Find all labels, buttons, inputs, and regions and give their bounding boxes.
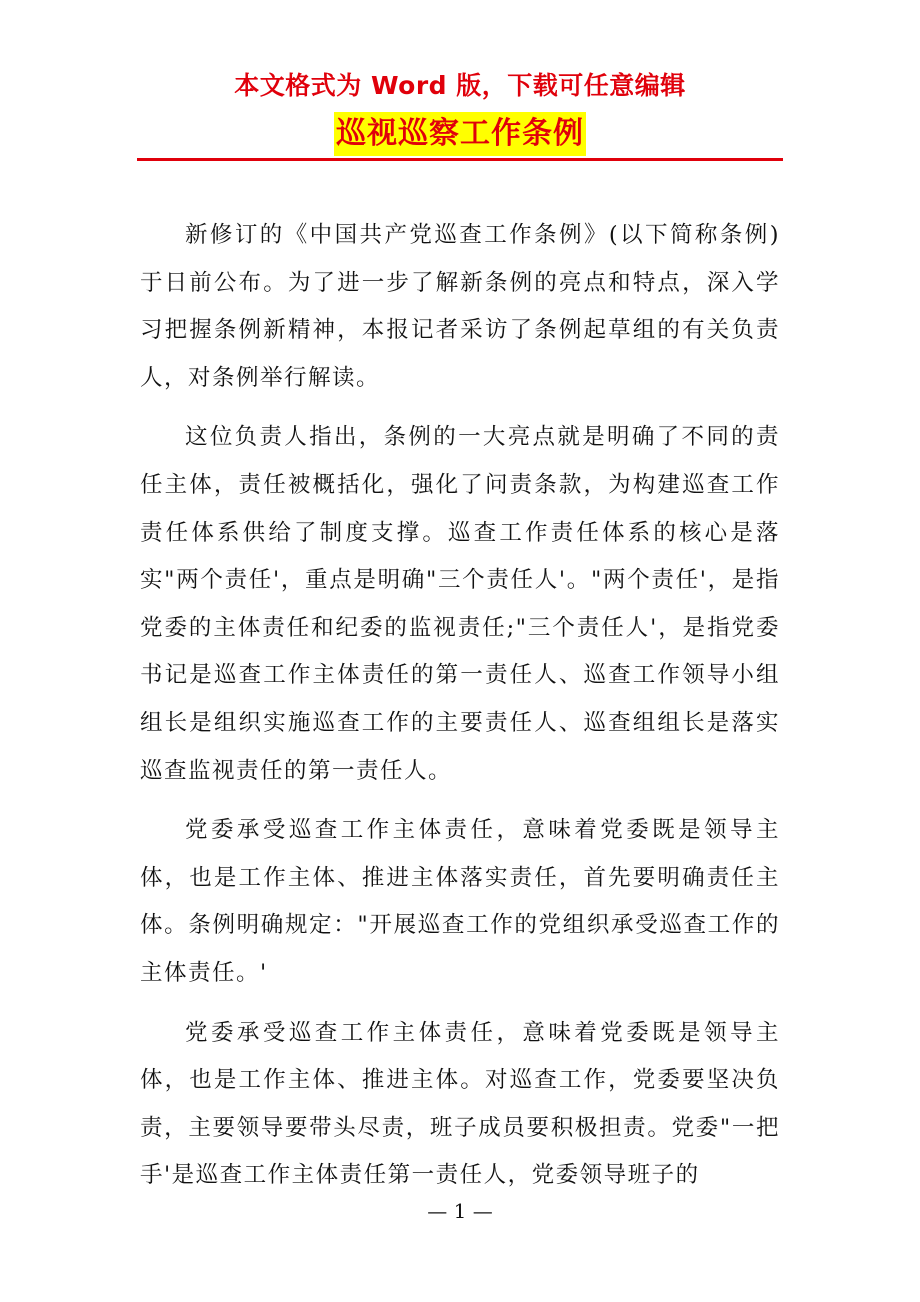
paragraph-3: 党委承受巡查工作主体责任，意味着党委既是领导主体，也是工作主体、推进主体落实责任，首先要明确责任主体。条例明确规定："开展巡查工作的党组织承受巡查工作的主体责任。' <box>140 817 780 986</box>
document-body <box>140 212 780 1212</box>
title-divider <box>137 158 783 161</box>
format-notice: 本文格式为 Word 版，下载可任意编辑 <box>234 71 686 100</box>
paragraph-4: 党委承受巡查工作主体责任，意味着党委既是领导主体，也是工作主体、推进主体。对巡查工作，党委要坚决负责，主要领导要带头尽责，班子成员要积极担责。党委"一把手'是巡查工作主体责任第一责任人，党委领导班子的 <box>140 1019 780 1189</box>
title-container <box>0 112 920 156</box>
paragraph-2: 这位负责人指出，条例的一大亮点就是明确了不同的责任主体，责任被概括化，强化了问责条款，为构建巡查工作责任体系供给了制度支撑。巡查工作责任体系的核心是落实"两个责任'，重点是明确"三个责任人'。"两个责任'，是指党委的主体责任和纪委的监视责任;"三个责任人'，是指党委书记是巡查工作主体责任的第一责任人、巡查工作领导小组组长是组织实施巡查工作的主要责任人、巡查组组长是落实巡查监视责任的第一责任人。 <box>140 424 780 784</box>
page-number: — 1 — <box>427 1199 493 1223</box>
document-title: 巡视巡察工作条例 <box>334 112 586 156</box>
paragraph-1: 新修订的《中国共产党巡查工作条例》(以下简称条例)于日前公布。为了进一步了解新条例的亮点和特点，深入学习把握条例新精神，本报记者采访了条例起草组的有关负责人，对条例举行解读。 <box>140 222 780 391</box>
